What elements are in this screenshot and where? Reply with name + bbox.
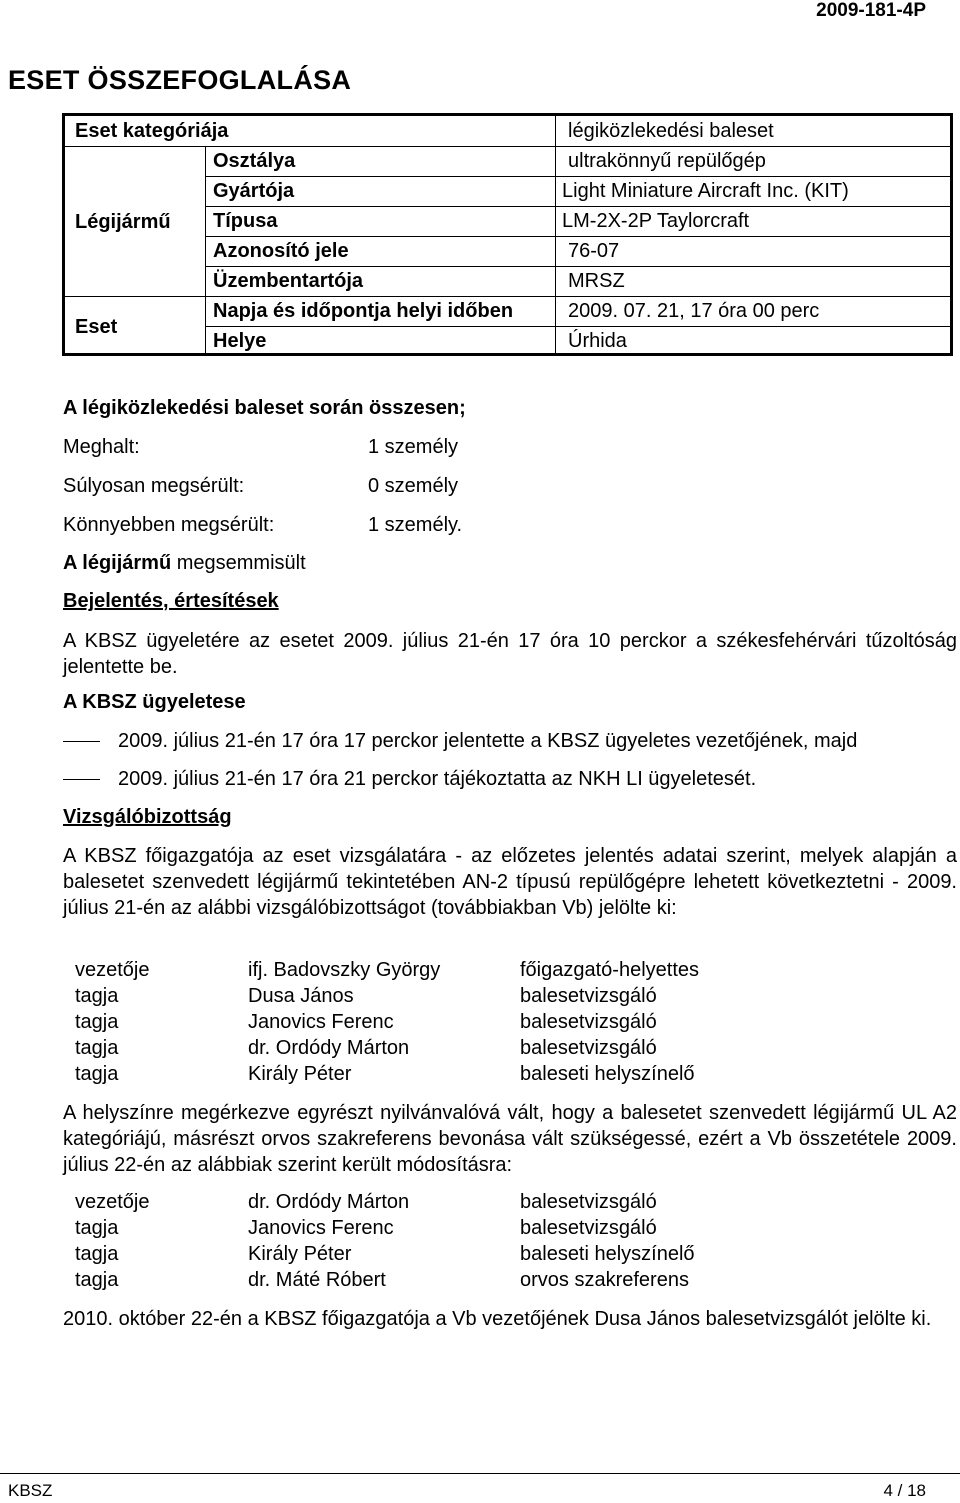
member-name: dr. Ordódy Márton [248,1191,410,1213]
aircraft-rest-text: megsemmisült [171,552,306,574]
aircraft-destroyed [63,551,306,575]
member-role: tagja [75,1217,119,1239]
datetime-value: 2009. 07. 21, 17 óra 00 perc [568,300,820,322]
serious-label: Súlyosan megsérült: [63,475,245,497]
aircraft-label: Légijármű [75,211,171,233]
table-divider [205,146,206,356]
minor-value: 1 személy. [368,514,463,536]
type-label: Típusa [213,210,278,232]
member-name: Janovics Ferenc [248,1217,394,1239]
registration-label: Azonosító jele [213,240,349,262]
committee-paragraph-1: A KBSZ főigazgatója az eset vizsgálatára - az előzetes jelentés adatai szerint, melyek alapján a balesetet szenvedett légijármű tekintetében AN-2 típusú repülőgépre lehetett következtetni - 2009. július 21-én az alábbi vizsgálóbizottságot (továbbiakban Vb) jelölte ki: [63,845,957,919]
member-name: ifj. Badovszky György [248,959,441,981]
table-divider [205,236,951,237]
member-role: tagja [75,1063,119,1085]
registration-value: 76-07 [568,240,620,262]
class-value: ultrakönnyű repülőgép [568,150,766,172]
duty-item-1: 2009. július 21-én 17 óra 17 perckor jelentette a KBSZ ügyeletes vezetőjének, majd [118,730,858,752]
table-divider [205,206,951,207]
type-value: LM-2X-2P Taylorcraft [562,210,750,232]
member-role: tagja [75,1269,119,1291]
dead-label: Meghalt: [63,436,140,458]
member-role: tagja [75,1011,119,1033]
duty-item-2: 2009. július 21-én 17 óra 21 perckor tájékoztatta az NKH LI ügyeletesét. [118,768,757,790]
page-number: 4 / 18 [883,1481,926,1500]
member-role: tagja [75,1243,119,1265]
member-role: tagja [75,1037,119,1059]
member-name: Király Péter [248,1243,352,1265]
member-position: balesetvizsgáló [520,1037,657,1059]
operator-label: Üzembentartója [213,270,364,292]
member-role: vezetője [75,1191,150,1213]
maker-value: Light Miniature Aircraft Inc. (KIT) [562,180,849,202]
table-divider [65,296,951,297]
member-position: balesetvizsgáló [520,1191,657,1213]
member-name: dr. Máté Róbert [248,1269,386,1291]
table-divider [65,146,951,147]
table-divider [205,266,951,267]
category-value: légiközlekedési baleset [568,120,774,142]
page-title: ESET ÖSSZEFOGLALÁSA [8,65,352,95]
duty-heading: A KBSZ ügyeletese [63,691,246,713]
operator-value: MRSZ [568,270,625,292]
notification-heading: Bejelentés, értesítések [63,590,279,612]
document-id: 2009-181-4P [816,0,926,21]
datetime-label: Napja és időpontja helyi időben [213,300,514,322]
minor-label: Könnyebben megsérült: [63,514,275,536]
table-divider [205,326,951,327]
member-name: Janovics Ferenc [248,1011,394,1033]
member-name: Király Péter [248,1063,352,1085]
table-divider [205,176,951,177]
member-position: baleseti helyszínelő [520,1243,695,1265]
member-position: balesetvizsgáló [520,1011,657,1033]
committee-paragraph-3: 2010. október 22-én a KBSZ főigazgatója a Vb vezetőjének Dusa János balesetvizsgálót jelölte ki. [63,1308,932,1330]
aircraft-bold-text: A légijármű [63,552,172,574]
summary-table [62,113,953,356]
footer-left: KBSZ [8,1481,53,1500]
dead-value: 1 személy [368,436,459,458]
member-name: dr. Ordódy Márton [248,1037,410,1059]
member-role: vezetője [75,959,150,981]
member-position: balesetvizsgáló [520,1217,657,1239]
footer-rule [0,1473,960,1474]
member-position: orvos szakreferens [520,1269,689,1291]
event-label: Eset [75,316,118,338]
committee-paragraph-2: A helyszínre megérkezve egyrészt nyilvánvalóvá vált, hogy a balesetet szenvedett légijármű UL A2 kategóriájú, másrészt orvos szakreferens bevonása vált szükségessé, ezért a Vb összetétele 2009. július 22-én az alábbiak szerint került módosításra: [63,1102,957,1176]
place-value: Úrhida [568,330,627,352]
notification-paragraph: A KBSZ ügyeletére az esetet 2009. július 21-én 17 óra 10 perckor a székesfehérvári tűzoltóság jelentette be. [63,630,957,678]
member-role: tagja [75,985,119,1007]
casualties-heading: A légiközlekedési baleset során összesen; [63,397,466,419]
member-position: balesetvizsgáló [520,985,657,1007]
member-position: baleseti helyszínelő [520,1063,695,1085]
class-label: Osztálya [213,150,296,172]
maker-label: Gyártója [213,180,295,202]
dash-bullet [63,741,100,742]
place-label: Helye [213,330,267,352]
member-position: főigazgató-helyettes [520,959,700,981]
serious-value: 0 személy [368,475,459,497]
category-label: Eset kategóriája [75,120,229,142]
member-name: Dusa János [248,985,354,1007]
committee-heading: Vizsgálóbizottság [63,806,232,828]
dash-bullet [63,779,100,780]
